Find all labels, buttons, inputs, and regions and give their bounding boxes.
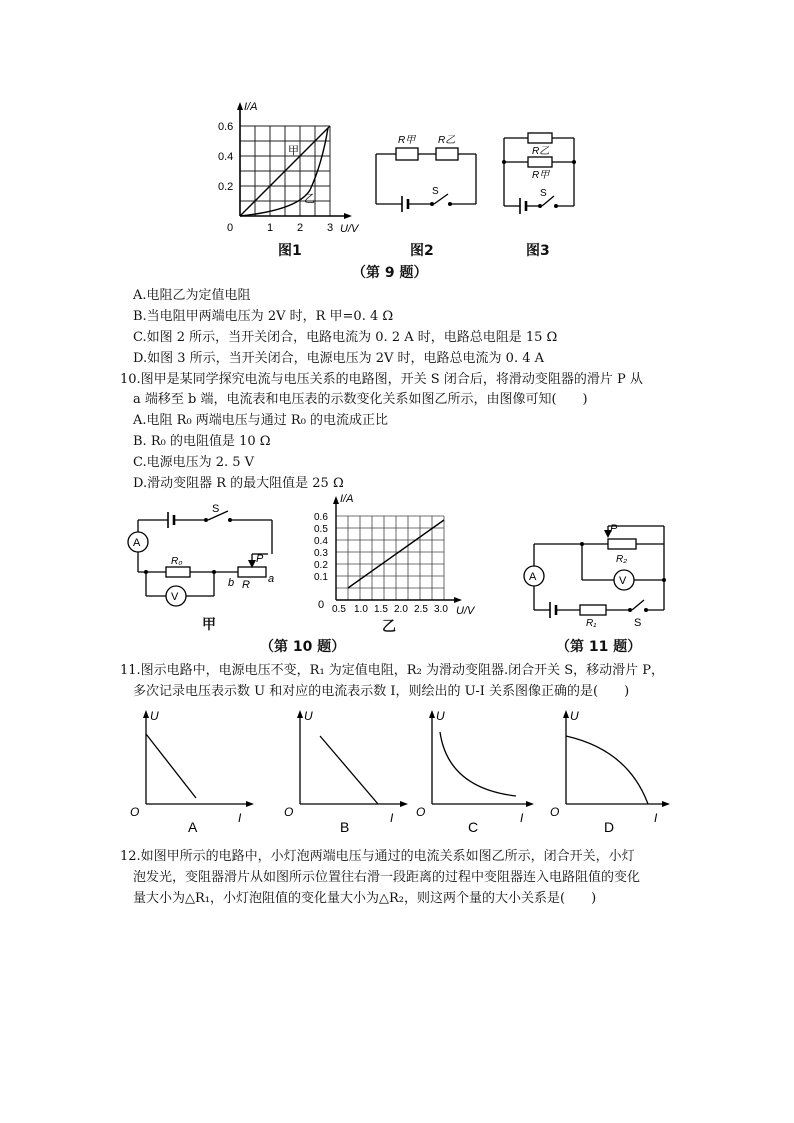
question-label: （第 9 题） [352, 265, 428, 281]
q9-option-d: D.如图 3 所示，当开关闭合，电源电压为 2V 时，电路总电流为 0. 4 A [133, 351, 545, 366]
voltmeter-symbol: V [171, 591, 179, 603]
q10-circuit-jia [120, 498, 290, 626]
x-tick: 2.5 [414, 604, 428, 615]
q11-graph-a [128, 706, 258, 836]
origin-label: 0 [318, 599, 325, 611]
y-axis-label: U [304, 709, 313, 723]
y-tick: 0.6 [314, 512, 328, 523]
label-r-yi: R乙 [532, 146, 550, 157]
q9-figure-2 [372, 130, 482, 215]
q10-option-a: A.电阻 R₀ 两端电压与通过 R₀ 的电流成正比 [133, 413, 389, 428]
label-a: a [268, 573, 275, 585]
y-tick: 0.1 [314, 572, 328, 583]
q10-option-c: C.电源电压为 2. 5 V [133, 455, 255, 470]
figure-caption: 图2 [410, 243, 434, 259]
x-tick: 1.0 [354, 604, 368, 615]
y-axis-label: I/A [340, 493, 354, 505]
y-tick: 0.4 [218, 151, 234, 163]
q10-option-d: D.滑动变阻器 R 的最大阻值是 25 Ω [133, 476, 344, 491]
label-switch: S [432, 186, 439, 197]
y-axis-label: U [150, 709, 159, 723]
x-tick: 2 [297, 222, 304, 234]
q12-stem: 12.如图甲所示的电路中，小灯泡两端电压与通过的电流关系如图乙所示，闭合开关，小灯 [120, 849, 635, 864]
x-tick: 1.5 [374, 604, 388, 615]
option-letter: C [468, 819, 479, 835]
x-tick: 3 [327, 222, 334, 234]
q11-circuit [516, 518, 676, 628]
label-r-jia: R甲 [532, 170, 550, 181]
y-axis-label: U [570, 709, 579, 723]
label-b: b [228, 577, 235, 589]
ammeter-symbol: A [529, 571, 537, 583]
x-axis-label: I [654, 811, 658, 825]
q10-stem: a 端移至 b 端，电流表和电压表的示数变化关系如图乙所示，由图像可知( ) [133, 392, 588, 407]
origin-label: O [130, 805, 140, 819]
label-r1: R₁ [586, 618, 597, 628]
voltmeter-symbol: V [619, 575, 627, 587]
q9-figure-3 [500, 126, 580, 218]
figure-caption: 乙 [382, 619, 396, 635]
question-label: （第 11 题） [556, 639, 642, 655]
label-r0: R₀ [171, 556, 183, 567]
graph-curve [566, 736, 648, 804]
option-letter: A [188, 819, 198, 835]
graph-line [146, 734, 196, 798]
x-axis-label: I [238, 811, 242, 825]
x-axis-label: U/V [456, 605, 475, 617]
x-tick: 2.0 [394, 604, 408, 615]
y-axis-label: U [436, 709, 445, 723]
q12-stem: 量大小为△R₁，小灯泡阻值的变化量大小为△R₂，则这两个量的大小关系是( ) [133, 891, 597, 906]
label-p: P [256, 553, 264, 565]
label-r2: R₂ [616, 554, 628, 565]
x-tick: 3.0 [434, 604, 448, 615]
x-axis-label: U/V [340, 223, 359, 235]
graph-line [320, 736, 378, 804]
figure-caption: 图3 [526, 243, 550, 259]
label-switch: S [212, 503, 220, 515]
q9-figure-1 [218, 98, 368, 238]
option-letter: B [340, 819, 350, 835]
label-switch: S [634, 617, 642, 628]
curve-label-jia: 甲 [288, 145, 299, 157]
y-tick: 0.2 [314, 560, 328, 571]
label-r: R [242, 579, 250, 591]
q9-option-a: A.电阻乙为定值电阻 [133, 288, 251, 303]
label-p: P [610, 523, 618, 535]
q11-graph-b [282, 706, 412, 836]
figure-caption: 图1 [278, 243, 302, 259]
q10-option-b: B. R₀ 的电阻值是 10 Ω [133, 434, 271, 449]
origin-label: O [550, 805, 560, 819]
y-tick: 0.4 [314, 536, 328, 547]
q11-stem: 11.图示电路中，电源电压不变，R₁ 为定值电阻，R₂ 为滑动变阻器.闭合开关 S，移动滑片 P， [120, 663, 664, 678]
label-r-jia: R甲 [398, 135, 416, 146]
q12-stem: 泡发光，变阻器滑片从如图所示位置往右滑一段距离的过程中变阻器连入电路阻值的变化 [133, 870, 641, 885]
origin-label: O [284, 805, 294, 819]
q10-stem: 10.图甲是某同学探究电流与电压关系的电路图，开关 S 闭合后，将滑动变阻器的滑片 P 从 [120, 372, 643, 387]
y-tick: 0.6 [218, 121, 234, 133]
y-tick: 0.3 [314, 548, 328, 559]
figure-caption: 甲 [202, 617, 216, 633]
y-tick: 0.2 [218, 181, 234, 193]
curve-label-yi: 乙 [304, 193, 315, 205]
x-tick: 0.5 [332, 604, 346, 615]
q11-graph-d [548, 706, 678, 836]
label-r-yi: R乙 [438, 135, 456, 146]
x-axis-label: I [520, 811, 524, 825]
option-letter: D [604, 819, 615, 835]
question-label: （第 10 题） [260, 639, 346, 655]
q10-graph-yi [298, 490, 486, 618]
graph-curve [440, 732, 516, 796]
x-tick: 0 [227, 222, 234, 234]
y-tick: 0.5 [314, 524, 328, 535]
q11-graph-c [412, 706, 542, 836]
label-switch: S [540, 188, 547, 199]
y-axis-label: I/A [244, 101, 258, 113]
q9-option-b: B.当电阻甲两端电压为 2V 时，R 甲=0. 4 Ω [133, 309, 394, 324]
q11-stem: 多次记录电压表示数 U 和对应的电流表示数 I，则绘出的 U-I 关系图像正确的是( ) [133, 684, 630, 699]
x-tick: 1 [267, 222, 274, 234]
q9-option-c: C.如图 2 所示，当开关闭合，电路电流为 0. 2 A 时，电路总电阻是 15 Ω [133, 330, 558, 345]
ammeter-symbol: A [133, 537, 141, 549]
origin-label: O [416, 805, 426, 819]
x-axis-label: I [390, 811, 394, 825]
